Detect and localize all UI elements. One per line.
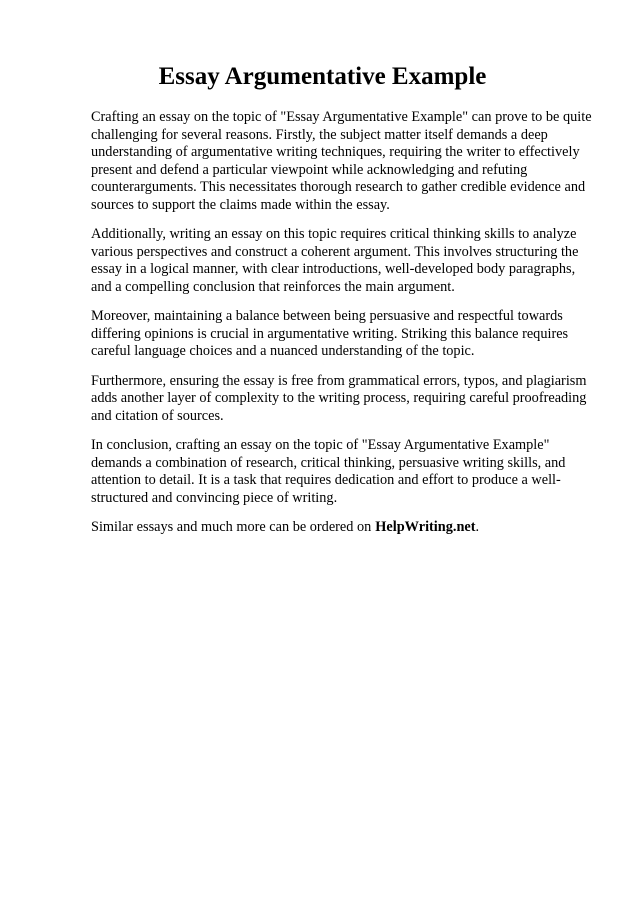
closing-suffix: .	[475, 519, 480, 535]
paragraph-1: Crafting an essay on the topic of "Essay Argumentative Example" can prove to be quite challenging for several reasons. Firstly, the subject matter itself demands a deep understanding of argumentative writing techniques, requiring the writer to effectively present and defend a particular viewpoint while acknowledging and refuting counterarguments. This necessitates thorough research to gather credible evidence and sources to support the claims made within the essay.	[91, 109, 592, 213]
paragraph-2: Additionally, writing an essay on this topic requires critical thinking skills to analyze various perspectives and construct a coherent argument. This involves structuring the essay in a logical manner, with clear introductions, well-developed body paragraphs, and a compelling conclusion that reinforces the main argument.	[91, 226, 579, 295]
document-title: Essay Argumentative Example	[158, 63, 487, 90]
closing-line	[91, 519, 594, 537]
closing-text: Similar essays and much more can be ordered on	[91, 519, 372, 535]
paragraph-5: In conclusion, crafting an essay on the topic of "Essay Argumentative Example" demands a combination of research, critical thinking, persuasive writing skills, and attention to detail. It is a task that requires dedication and effort to produce a well-structured and convincing piece of writing.	[91, 437, 566, 506]
paragraph-4: Furthermore, ensuring the essay is free from grammatical errors, typos, and plagiarism adds another layer of complexity to the writing process, requiring careful proofreading and citation of sources.	[91, 372, 587, 424]
helpwriting-link[interactable]: HelpWriting.net	[375, 519, 476, 535]
paragraph-3: Moreover, maintaining a balance between being persuasive and respectful towards differing opinions is crucial in argumentative writing. Striking this balance requires careful language choices and a nuanced understanding of the topic.	[91, 308, 569, 359]
